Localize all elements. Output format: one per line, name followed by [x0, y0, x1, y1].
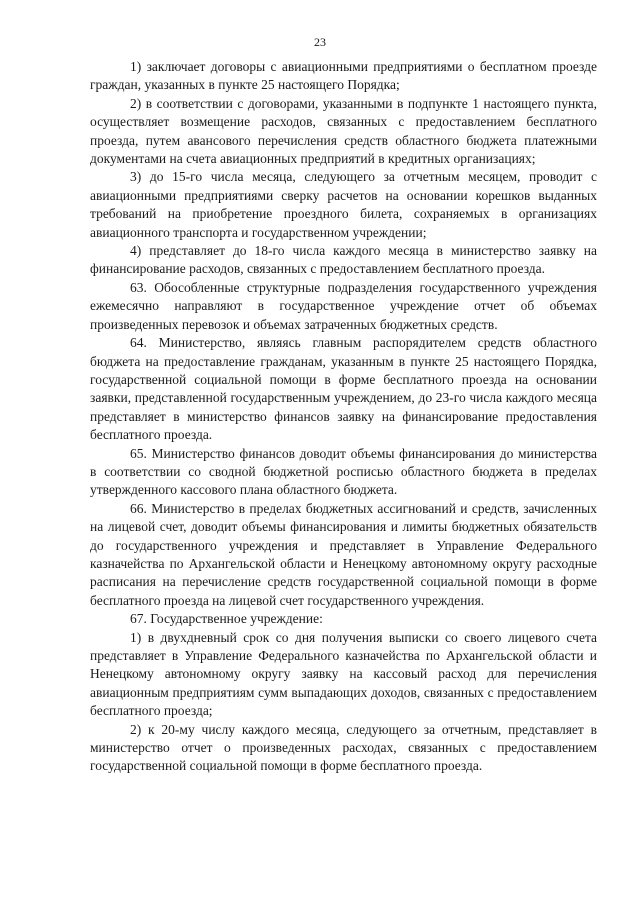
paragraph-67-heading: 67. Государственное учреждение:: [130, 611, 323, 627]
paragraph-63: 63. Обособленные структурные подразделения государственного учреждения ежемесячно направляют в государственное учреждение отчет об объемах произведенных перевозок и объемах затраченных бюджетных средств.: [90, 279, 597, 332]
paragraph-64: 64. Министерство, являясь главным распорядителем средств областного бюджета на предоставление гражданам, указанным в пункте 25 настоящего Порядка, государственной социальной помощи в форме бесплатного проезда на основании заявки, представленной государственным учреждением, до 23-го числа каждого месяца представляет в министерство финансов заявку на финансирование предоставления бесплатного проезда.: [90, 335, 597, 443]
document-body: [90, 58, 597, 776]
page-number: 23: [314, 35, 326, 49]
paragraph-62-4: 4) представляет до 18-го числа каждого месяца в министерство заявку на финансирование расходов, связанных с предоставлением бесплатного проезда.: [90, 243, 597, 277]
paragraph-62-3: 3) до 15-го числа месяца, следующего за отчетным месяцем, проводит с авиационными предприятиями сверку расчетов на основании корешков выданных требований на приобретение проездного билета, сохраняемых в организациях авиационного транспорта и государственном учреждении;: [90, 169, 597, 240]
paragraph-67-2: 2) к 20-му числу каждого месяца, следующего за отчетным, представляет в министерство отчет о произведенных расходах, связанных с предоставлением государственной социальной помощи в форме бесплатного проезда.: [90, 721, 597, 774]
paragraph-67-1: 1) в двухдневный срок со дня получения выписки со своего лицевого счета представляет в Управление Федерального казначейства по Архангельской области и Ненецкому автономному округу заявку на кассовый расход для перечисления авиационным предприятиям сумм выпадающих доходов, связанных с предоставлением бесплатного проезда;: [90, 629, 597, 719]
paragraph-65: 65. Министерство финансов доводит объемы финансирования до министерства в соответствии со сводной бюджетной росписью областного бюджета в пределах утвержденного кассового плана областного бюджета.: [90, 445, 597, 498]
paragraph-62-1: 1) заключает договоры с авиационными предприятиями о бесплатном проезде граждан, указанных в пункте 25 настоящего Порядка;: [90, 59, 597, 93]
paragraph-62-2: 2) в соответствии с договорами, указанными в подпункте 1 настоящего пункта, осуществляет возмещение расходов, связанных с предоставлением бесплатного проезда, путем авансового перечисления средств областного бюджета платежными документами на счета авиационных предприятий в кредитных организациях;: [90, 95, 597, 167]
paragraph-66: 66. Министерство в пределах бюджетных ассигнований и средств, зачисленных на лицевой счет, доводит объемы финансирования и лимиты бюджетных обязательств до государственного учреждения и представляет в Управление Федерального казначейства по Архангельской области и Ненецкому автономному округу расходные расписания на перечисление средств государственной социальной помощи в форме бесплатного проезда на лицевой счет государственного учреждения.: [90, 500, 597, 608]
